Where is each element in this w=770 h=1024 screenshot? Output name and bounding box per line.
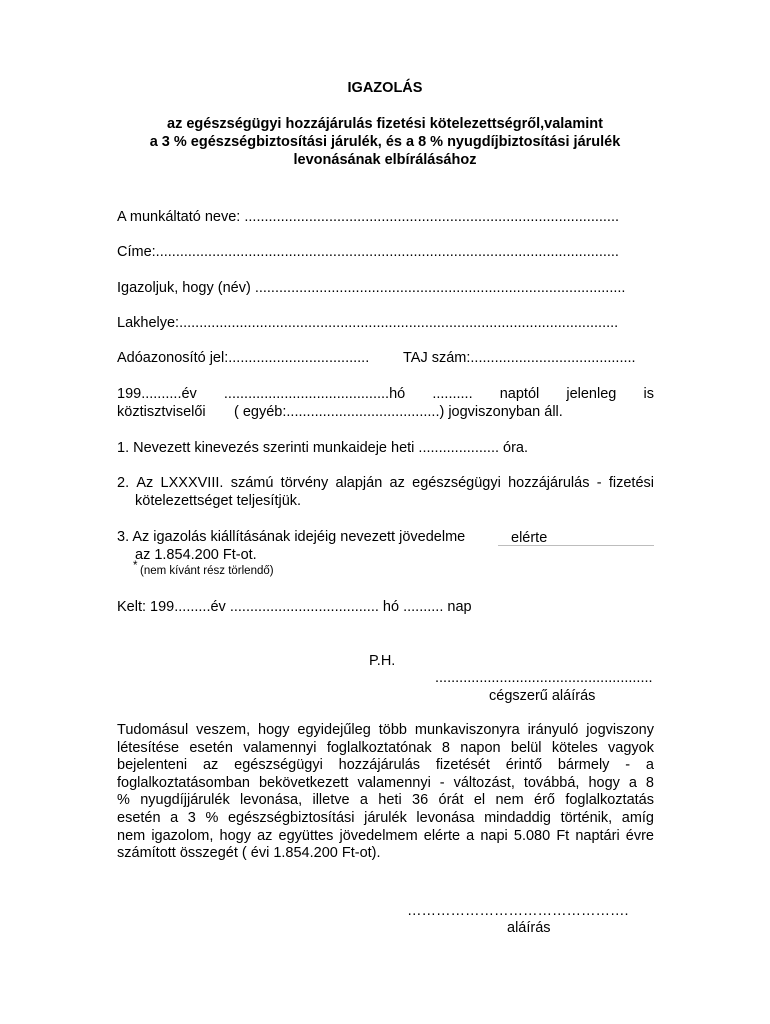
since-month: .........................................hó [223,386,406,402]
note-asterisk: * [133,560,138,572]
since-day: .......... [432,386,473,402]
since-line-1: 199..........év .........................................hó .......... naptól jelenleg is [117,386,654,402]
since-year: 199..........év [117,386,197,402]
item-3-income-field[interactable]: elérte [511,530,548,546]
item-1: 1. Nevezett kinevezés szerinti munkaideje heti .................... óra. [117,440,529,456]
subtitle-line-2: a 3 % egészségbiztosítási járulék, és a 8 % nyugdíjbiztosítási járulék [149,134,621,150]
taj-number-field: TAJ szám:......................................... [403,350,636,366]
since-line-2-a: köztisztviselői [117,404,206,420]
employer-name-field: A munkáltató neve: ............................................................................................. [117,209,620,225]
company-signature-line: ...................................................... [435,670,653,686]
item-2-line-2: kötelezettséget teljesítjük. [135,493,302,509]
stamp-label: P.H. [369,653,396,669]
item-2-line-1: 2. Az LXXXVIII. számú törvény alapján az egészségügyi hozzájárulás - fizetési [117,475,654,491]
declaration-paragraph: Tudomásul veszem, hogy egyidejűleg több munkaviszonyra irányuló jogviszony létesítése esetén valamennyi foglalkoztatónak 8 napon belül köteles vagyok bejelenteni az egészségügyi hozzájárulás fizetését érintő bármely - a foglalkoztatásomban bekövetkezett valamennyi - változást, továbbá, hogy a 8 % nyugdíjjárulék levonása, illetve a heti 36 órát el nem érő foglalkoztatás esetén a 3 % egészségbiztosítási járulék levonása mindaddig történik, amíg nem igazolom, hogy az együttes jövedelmem elérte a napi 5.080 Ft naptári évre számított összegét ( évi 1.854.200 Ft-ot). [117,722,654,862]
signature-line: ………………………………………. [407,903,629,919]
subtitle-line-3: levonásának elbírálásához [293,152,477,168]
note-text: (nem kívánt rész törlendő) [140,565,274,577]
item-3-line-2: az 1.854.200 Ft-ot. [135,547,257,563]
item-3-line-1: 3. Az igazolás kiállításának idejéig nevezett jövedelme [117,529,466,545]
document-title: IGAZOLÁS [347,80,423,96]
signature-label: aláírás [507,920,551,936]
company-signature-label: cégszerű aláírás [489,688,596,704]
since-line-2-b: ( egyéb:......................................) jogviszonyban áll. [234,404,563,420]
residence-field: Lakhelye:............................................................................................................. [117,315,619,331]
tax-id-field: Adóazonosító jel:................................... [117,350,370,366]
dated-line: Kelt: 199.........év ..................................... hó .......... nap [117,599,472,615]
address-field: Címe:................................................................................................................... [117,244,619,260]
item-3-field-underline [498,545,654,546]
certify-name-field: Igazoljuk, hogy (név) ............................................................................................ [117,280,626,296]
subtitle-line-1: az egészségügyi hozzájárulás fizetési kötelezettségről,valamint [167,116,603,132]
